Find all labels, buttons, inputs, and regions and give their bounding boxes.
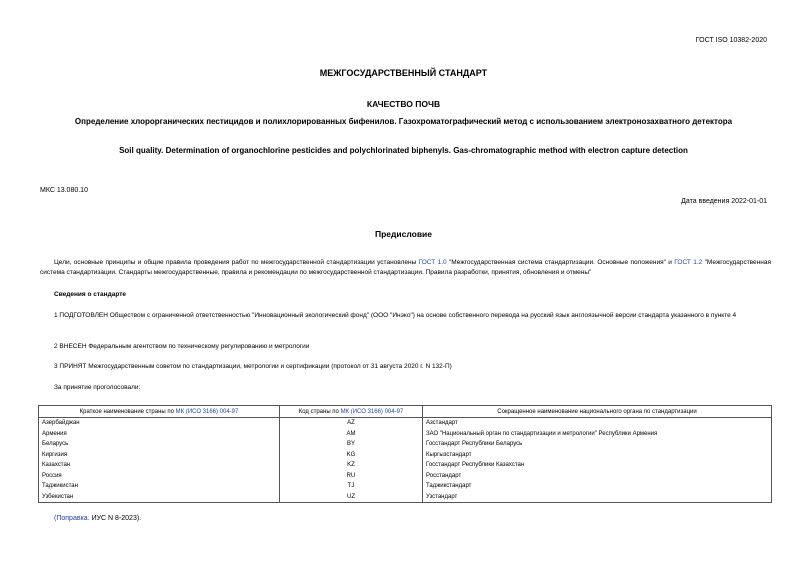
table-row [39,460,772,471]
cell-body: Кыргызстандарт [423,450,772,461]
gost-1-0-link[interactable]: ГОСТ 1.0 [418,259,447,266]
header-text: Краткое наименование страны по [79,408,176,415]
table-row [39,481,772,492]
header-code [280,406,423,418]
mk-iso-link[interactable]: МК (ИСО 3166) 004-97 [340,408,404,415]
standard-subject: КАЧЕСТВО ПОЧВ [366,99,441,109]
mks-code: МКС 13.080.10 [40,187,88,194]
header-body: Сокращенное наименование национального органа по стандартизации [423,406,772,418]
cell-country: Казахстан [39,460,280,471]
title-english: Soil quality. Determination of organochlorine pesticides and polychlorinated biphenyls. Gas-chromatographic method with electron capture detection [119,146,688,155]
effective-date: Дата введения 2022-01-01 [681,198,767,205]
cell-country: Беларусь [39,439,280,450]
cell-code: BY [280,439,423,450]
document-code: ГОСТ ISO 10382-2020 [695,37,767,44]
cell-code: TJ [280,481,423,492]
cell-code: UZ [280,492,423,503]
preface-text: Цели, основные принципы и общие правила проведения работ по межгосударственной стандартизации установлены [54,259,419,266]
table-row [39,471,772,482]
table-header-row [39,406,772,418]
table-row [39,439,772,450]
cell-body: ЗАО "Национальный орган по стандартизации и метрологии" Республики Армения [423,429,772,440]
table-row [39,492,772,503]
amendment-note [54,515,141,522]
cell-code: RU [280,471,423,482]
countries-table [38,405,772,503]
amendment-link[interactable]: (Поправка. [54,515,92,522]
item-submitted: 2 ВНЕСЕН Федеральным агентством по техническому регулированию и метрологии [54,343,310,350]
cell-code: AM [280,429,423,440]
table-row [39,429,772,440]
cell-body: Таджикстандарт [423,481,772,492]
header-text: Код страны по [298,408,341,415]
cell-body: Госстандарт Республики Казахстан [423,460,772,471]
preface-paragraph [40,258,771,278]
table-row [39,418,772,429]
cell-country: Армения [39,429,280,440]
title-russian: Определение хлорорганических пестицидов и полихлорированных бифенилов. Газохроматографический метод с использованием электронозахватного детектора [74,117,733,126]
preface-text: "Межгосударственная система стандартизации. Стандарты межгосударственные, правила и рекомендации по межгосударственной стандартизации. Правила разработки, принятия, обновления и отмены" [40,259,771,276]
cell-country: Азербайджан [39,418,280,429]
table-row [39,450,772,461]
cell-body: Росстандарт [423,471,772,482]
item-adopted: 3 ПРИНЯТ Межгосударственным советом по стандартизации, метрологии и сертификации (протокол от 31 августа 2020 г. N 132-П) [54,363,452,370]
cell-body: Госстандарт Республики Беларусь [423,439,772,450]
cell-body: Узстандарт [423,492,772,503]
cell-code: AZ [280,418,423,429]
voted-label: За принятие проголосовали: [54,384,141,391]
standard-heading: МЕЖГОСУДАРСТВЕННЫЙ СТАНДАРТ [319,68,488,78]
cell-code: KZ [280,460,423,471]
cell-country: Россия [39,471,280,482]
preface-text: "Межгосударственная система стандартизации. Основные положения" и [446,259,675,266]
item-prepared: 1 ПОДГОТОВЛЕН Обществом с ограниченной ответственностью "Инновационный экологический фонд" (ООО "Инэко") на основе собственного перевода на русский язык англоязычной версии стандарта указанного в пункте 4 [54,312,737,319]
cell-country: Таджикистан [39,481,280,492]
cell-country: Узбекистан [39,492,280,503]
cell-body: Азстандарт [423,418,772,429]
info-heading: Сведения о стандарте [54,291,127,298]
header-country [39,406,280,418]
preface-heading: Предисловие [374,229,433,239]
amendment-text: ИУС N 8-2023). [91,515,142,522]
mk-iso-link[interactable]: МК (ИСО 3166) 004-97 [175,408,239,415]
gost-1-2-link[interactable]: ГОСТ 1.2 [674,259,703,266]
cell-code: KG [280,450,423,461]
cell-country: Киргизия [39,450,280,461]
